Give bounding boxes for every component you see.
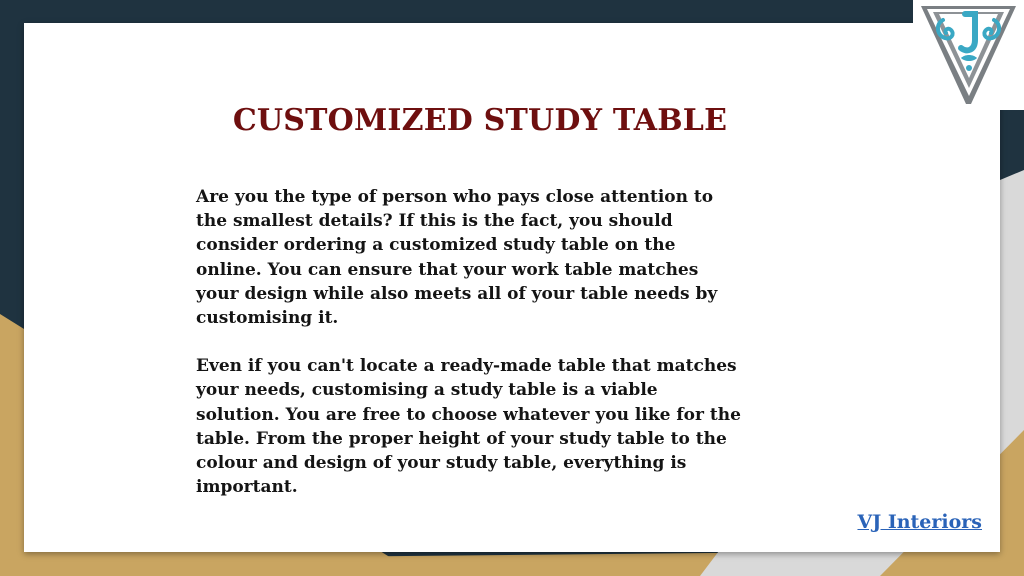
paragraph-1: Are you the type of person who pays close attention to the smallest details? If this is the fact, you should consider ordering a customized study table on the online. You can ensure that your work table matches your design while also meets all of your table needs by customising it. [196,187,718,329]
paragraph-2: Even if you can't locate a ready-made table that matches your needs, customising a study table is a viable solution. You are free to choose whatever you like for the table. From the proper height of your study table to the colour and design of your study table, everything is important. [196,356,741,498]
vj-interiors-logo [913,0,1024,110]
vj-interiors-link[interactable]: VJ Interiors [857,511,982,533]
slide-body [196,185,796,523]
slide-title: CUSTOMIZED STUDY TABLE [232,103,728,138]
logo-icon [913,0,1024,110]
